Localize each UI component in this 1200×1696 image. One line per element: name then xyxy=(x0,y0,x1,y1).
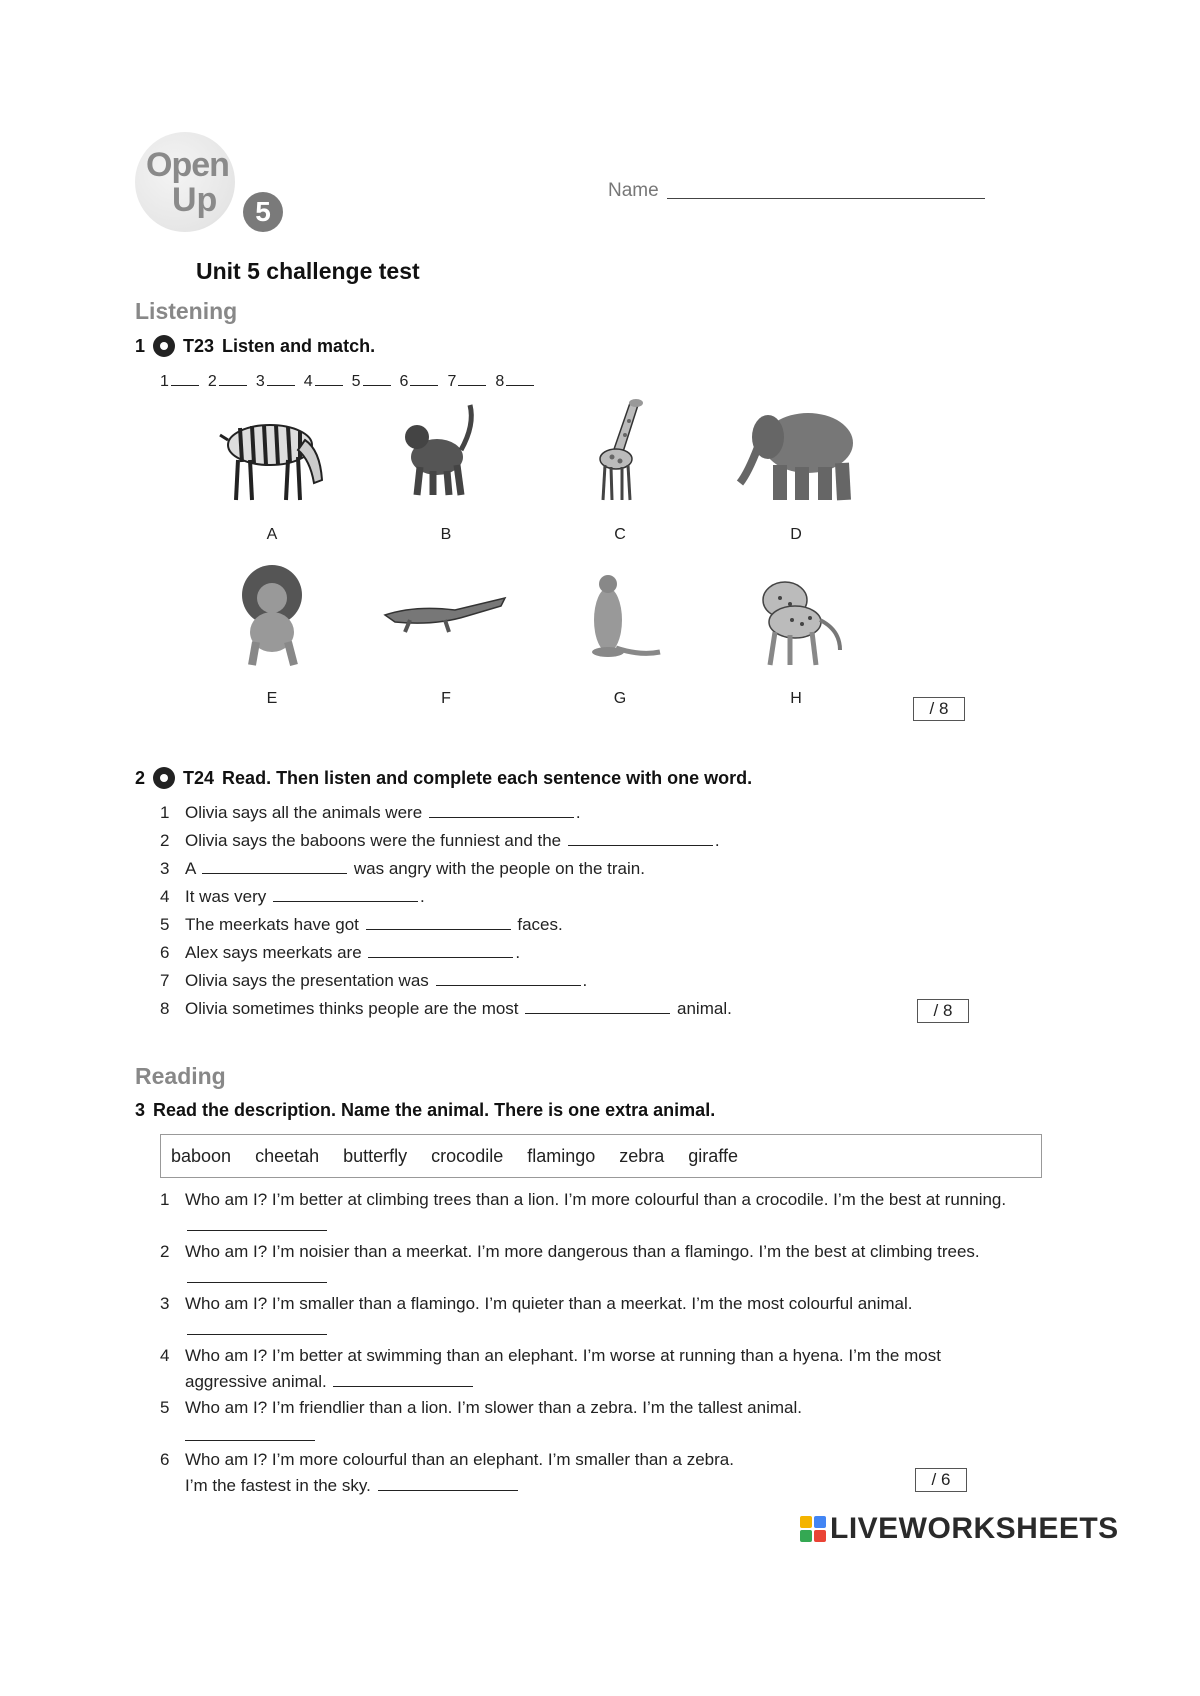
question-instruction: Listen and match. xyxy=(222,335,376,356)
logo-text-up: Up xyxy=(172,181,218,219)
answer-blank[interactable] xyxy=(333,1386,473,1387)
score-box-q3: / 6 xyxy=(915,1468,967,1492)
page-title: Unit 5 challenge test xyxy=(196,258,420,284)
match-blank[interactable]: 4 xyxy=(304,373,343,391)
reading-item: 6 Who am I? I’m more colourful than an elephant. I’m smaller than a zebra. I’m the fastest in the sky. xyxy=(160,1450,734,1495)
answer-blank[interactable] xyxy=(568,845,713,846)
lion-icon xyxy=(200,560,340,670)
reading-item: 3 Who am I? I’m smaller than a flamingo. I’m quieter than a meerkat. I’m the most colourful animal. xyxy=(160,1291,1020,1343)
question-number: 1 xyxy=(135,335,146,356)
answer-blank[interactable] xyxy=(378,1490,518,1491)
logo-text-open: Open xyxy=(146,146,229,184)
answer-blank[interactable] xyxy=(202,873,347,874)
score-box-q1: / 8 xyxy=(913,697,965,721)
word-bank xyxy=(160,1134,1042,1178)
section-heading-listening: Listening xyxy=(135,298,238,324)
answer-blank[interactable] xyxy=(273,901,418,902)
match-blank[interactable]: 7 xyxy=(447,373,486,391)
match-blank[interactable]: 3 xyxy=(256,373,295,391)
animal-letter: A xyxy=(266,526,278,543)
name-label: Name xyxy=(608,180,659,201)
baboon-icon xyxy=(375,395,515,505)
animal-letter: C xyxy=(614,526,626,543)
section-heading-reading: Reading xyxy=(135,1063,226,1089)
sentence-item: 5 The meerkats have got faces. xyxy=(160,915,563,934)
liveworksheets-logo xyxy=(800,1512,1119,1546)
sentence-item: 6 Alex says meerkats are . xyxy=(160,943,521,962)
answer-blank[interactable] xyxy=(429,817,574,818)
sentence-item: 2 Olivia says the baboons were the funniest and the . xyxy=(160,831,720,850)
name-input-line[interactable] xyxy=(667,198,985,199)
reading-item: 1 Who am I? I’m better at climbing trees than a lion. I’m more colourful than a crocodile. I’m the best at running. xyxy=(160,1187,1020,1239)
answer-blank[interactable] xyxy=(368,957,513,958)
cheetah-icon xyxy=(730,560,870,670)
answer-blank[interactable] xyxy=(187,1334,327,1335)
question-number: 3 xyxy=(135,1100,146,1120)
question-1-header xyxy=(135,335,375,357)
question-instruction: Read the description. Name the animal. There is one extra animal. xyxy=(153,1100,716,1120)
word-bank-item: butterfly xyxy=(343,1145,408,1166)
question-2-header xyxy=(135,767,752,789)
answer-blank[interactable] xyxy=(185,1440,315,1441)
match-blank[interactable]: 8 xyxy=(495,373,534,391)
word-bank-item: cheetah xyxy=(255,1145,320,1166)
word-bank-item: zebra xyxy=(619,1145,665,1166)
animal-letter: G xyxy=(613,690,627,707)
audio-cd-icon[interactable] xyxy=(153,767,175,789)
animal-letter: H xyxy=(790,690,802,707)
question-instruction: Read. Then listen and complete each sentence with one word. xyxy=(222,767,753,788)
question-number: 2 xyxy=(135,767,146,788)
answer-blank[interactable] xyxy=(366,929,511,930)
word-bank-item: baboon xyxy=(171,1145,232,1166)
answer-blank[interactable] xyxy=(436,985,581,986)
elephant-icon xyxy=(730,395,870,505)
logo-number-badge: 5 xyxy=(243,192,283,232)
zebra-icon xyxy=(200,395,340,505)
liveworksheets-mark-icon xyxy=(800,1516,826,1542)
match-blank[interactable]: 2 xyxy=(208,373,247,391)
animal-letter: D xyxy=(790,526,802,543)
reading-item: 2 Who am I? I’m noisier than a meerkat. I’m more dangerous than a flamingo. I’m the best at climbing trees. xyxy=(160,1239,1020,1291)
question-3-header xyxy=(135,1100,715,1121)
crocodile-icon xyxy=(375,560,515,670)
sentence-item: 4 It was very . xyxy=(160,887,425,906)
answer-blank[interactable] xyxy=(187,1282,327,1283)
match-blank[interactable]: 5 xyxy=(352,373,391,391)
track-label: T23 xyxy=(183,335,215,356)
match-blank[interactable]: 6 xyxy=(400,373,439,391)
match-blanks-row xyxy=(160,373,534,391)
score-box-q2: / 8 xyxy=(917,999,969,1023)
sentence-item: 7 Olivia says the presentation was . xyxy=(160,971,588,990)
animal-letter: F xyxy=(441,690,451,707)
answer-blank[interactable] xyxy=(525,1013,670,1014)
meerkat-icon xyxy=(550,560,690,670)
word-bank-item: giraffe xyxy=(688,1145,738,1166)
giraffe-icon xyxy=(550,395,690,505)
answer-blank[interactable] xyxy=(187,1230,327,1231)
word-bank-item: crocodile xyxy=(431,1145,504,1166)
match-blank[interactable]: 1 xyxy=(160,373,199,391)
animal-letter: B xyxy=(440,526,452,543)
word-bank-item: flamingo xyxy=(527,1145,596,1166)
reading-item: 4 Who am I? I’m better at swimming than an elephant. I’m worse at running than a hyena. I’m the most aggressive animal. xyxy=(160,1346,941,1391)
audio-cd-icon[interactable] xyxy=(153,335,175,357)
reading-item: 5 Who am I? I’m friendlier than a lion. I’m slower than a zebra. I’m the tallest animal. xyxy=(160,1398,802,1417)
brand-text: LIVEWORKSHEETS xyxy=(830,1512,1119,1545)
sentence-item: 1 Olivia says all the animals were . xyxy=(160,803,581,822)
animal-letter: E xyxy=(266,690,278,707)
sentence-item: 3 A was angry with the people on the train. xyxy=(160,859,645,878)
sentence-item: 8 Olivia sometimes thinks people are the most animal. xyxy=(160,999,732,1018)
track-label: T24 xyxy=(183,767,215,788)
